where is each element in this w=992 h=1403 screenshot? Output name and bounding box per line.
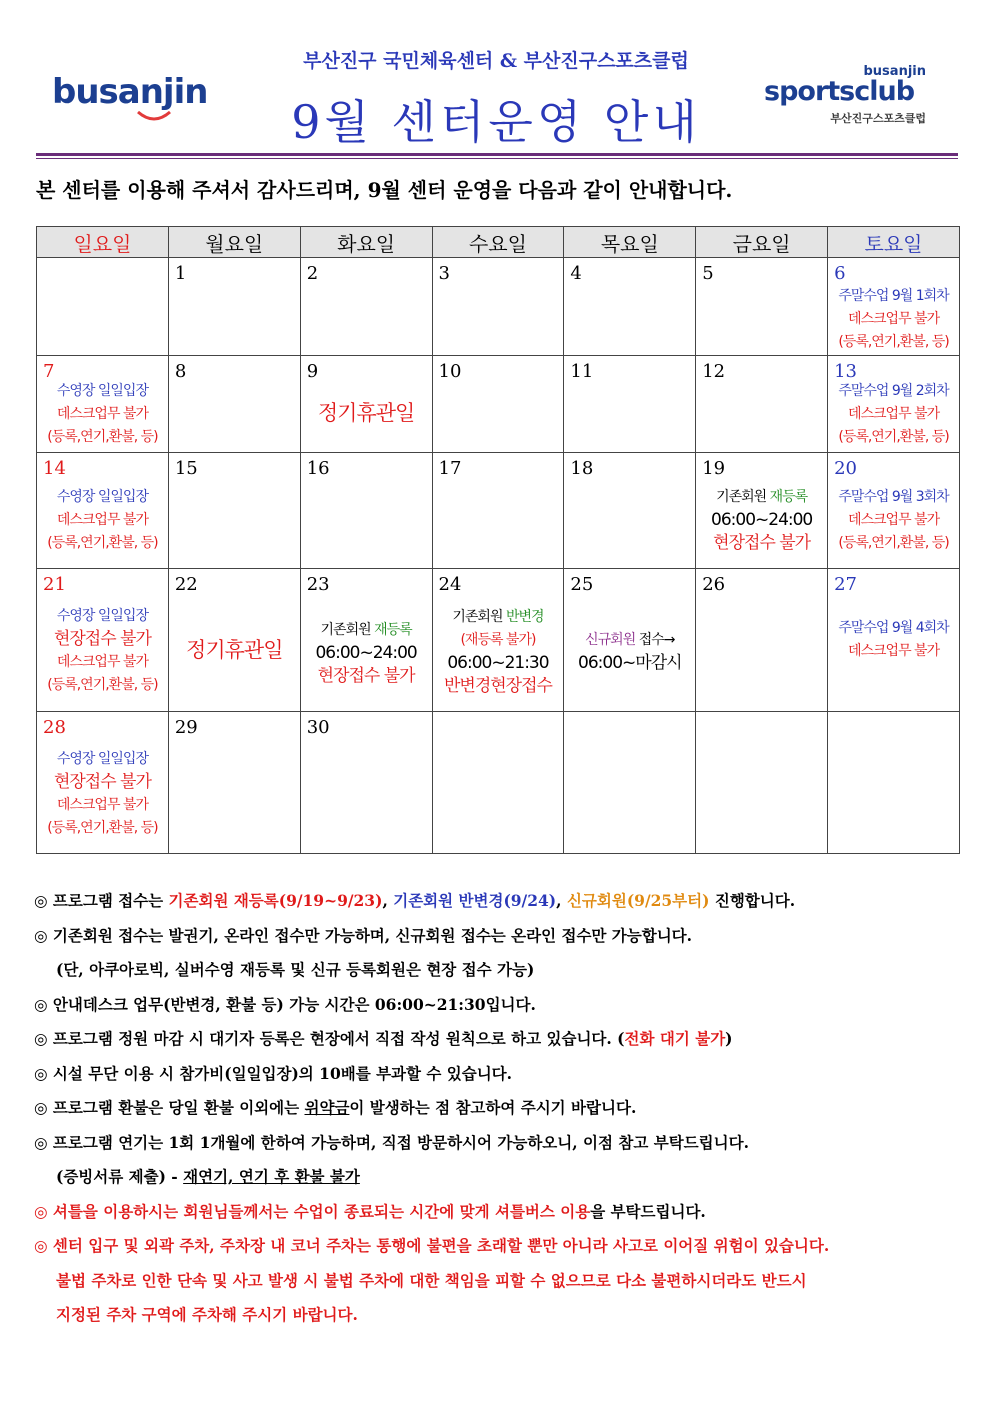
notice-item: ◎ 프로그램 연기는 1회 1개월에 한하여 가능하며, 직접 방문하시어 가능하오니, 이점 참고 부탁드립니다. (34, 1132, 749, 1152)
day-events (828, 617, 959, 663)
day-number: 24 (438, 574, 462, 595)
class-change-onsite-label: 반변경현장접수 (443, 676, 552, 696)
desk-detail-label: (등록,연기,환불, 등) (47, 535, 158, 551)
day-cell (37, 569, 169, 712)
day-cell (564, 356, 696, 453)
day-number: 22 (174, 574, 198, 595)
day-cell (300, 712, 432, 854)
day-cell (432, 453, 564, 569)
notice-item (34, 1093, 974, 1128)
notice-item-parking: ◎ 센터 입구 및 외곽 주차, 주차장 내 코너 주차는 통행에 불편을 초래할 뿐만 아니라 사고로 이어질 위험이 있습니다. (34, 1236, 830, 1255)
day-cell (696, 258, 828, 356)
day-number: 6 (834, 263, 846, 284)
day-number: 27 (834, 574, 857, 595)
day-number: 5 (702, 263, 714, 284)
day-number: 29 (174, 717, 198, 738)
day-number: 11 (570, 361, 594, 382)
desk-unavailable-label: 데스크업무 불가 (847, 643, 940, 659)
notice-item-parking-cont: 지정된 주차 구역에 주차해 주시기 바랍니다. (56, 1305, 358, 1324)
day-number: 21 (43, 574, 66, 595)
desk-unavailable-label: 데스크업무 불가 (56, 512, 148, 528)
day-cell (37, 356, 169, 453)
day-cell-empty (696, 712, 828, 854)
notice-highlight-no-refund: 재연기, 연기 후 환불 불가 (183, 1167, 360, 1186)
day-events (564, 629, 695, 675)
reregister-text: 재등록 (374, 622, 412, 638)
notice-highlight-shuttle: ◎ 셔틀을 이용하시는 회원님들께서는 수업이 종료되는 시간에 맞게 셔틀버스 이용 (34, 1201, 591, 1221)
notice-item (34, 1024, 974, 1059)
page-title: 9월 센터운영 안내 (291, 95, 701, 149)
day-cell (168, 569, 300, 712)
day-number: 26 (702, 574, 726, 595)
notice-item (34, 886, 974, 921)
day-events (37, 486, 168, 555)
day-cell (828, 356, 960, 453)
day-events (301, 619, 432, 688)
notice-item: ◎ 시설 무단 이용 시 참가비(일일입장)의 10배를 부과할 수 있습니다. (34, 1063, 513, 1083)
weekday-sat: 토요일 (828, 227, 960, 258)
day-cell (828, 258, 960, 356)
day-number: 25 (570, 574, 594, 595)
notice-item: ◎ 기존회원 접수는 발권기, 온라인 접수만 가능하며, 신규회원 접수는 온라인 접수만 가능합니다. (34, 925, 693, 945)
day-cell-empty (432, 712, 564, 854)
notice-item: ◎ 안내데스크 업무(반변경, 환불 등) 가능 시간은 06:00~21:30입니다. (34, 994, 536, 1014)
day-cell (300, 356, 432, 453)
regular-closure-label: 정기휴관일 (186, 638, 283, 662)
day-events (37, 605, 168, 697)
busanjin-logo-text: busanjin (52, 72, 208, 112)
weekday-sun: 일요일 (37, 227, 169, 258)
weekend-class-label: 주말수업 9월 3회차 (838, 489, 949, 505)
day-number: 17 (438, 458, 462, 479)
day-cell (696, 569, 828, 712)
weekday-wed: 수요일 (432, 227, 564, 258)
day-number: 30 (306, 717, 330, 738)
day-number: 2 (306, 263, 319, 284)
day-cell (168, 356, 300, 453)
day-events (828, 285, 959, 354)
desk-unavailable-label: 데스크업무 불가 (847, 512, 940, 528)
day-cell (37, 712, 169, 854)
pool-daily-label: 수영장 일일입장 (56, 489, 148, 505)
weekend-class-label: 주말수업 9월 2회차 (838, 383, 949, 399)
existing-class-change-label (433, 606, 564, 629)
hours-label: 06:00~마감시 (578, 653, 682, 673)
day-number: 19 (702, 458, 726, 479)
notice-text: 이 발생하는 점 참고하여 주시기 바랍니다. (349, 1098, 637, 1117)
day-events (828, 486, 959, 555)
day-number: 12 (702, 361, 726, 382)
day-cell (432, 569, 564, 712)
existing-member-text: 기존회원 (320, 622, 371, 638)
hours-label: 06:00~24:00 (711, 510, 813, 530)
day-number: 13 (834, 361, 857, 382)
day-cell (564, 258, 696, 356)
desk-unavailable-label: 데스크업무 불가 (56, 797, 148, 813)
notice-text: 진행합니다. (709, 891, 796, 910)
day-number: 18 (570, 458, 594, 479)
notice-text: ◎ 프로그램 환불은 당일 환불 이외에는 (34, 1098, 305, 1117)
notice-item (34, 1197, 974, 1232)
day-cell (37, 453, 169, 569)
notice-text: (증빙서류 제출) - (56, 1167, 184, 1186)
sportsclub-logo (760, 64, 940, 126)
reregister-unavailable-label: (재등록 불가) (460, 632, 536, 648)
desk-detail-label: (등록,연기,환불, 등) (47, 429, 158, 445)
class-change-text: 반변경 (505, 609, 544, 625)
day-number: 23 (306, 574, 330, 595)
desk-detail-label: (등록,연기,환불, 등) (838, 535, 949, 551)
day-number: 1 (174, 263, 187, 284)
sportsclub-logo-kor: 부산진구스포츠클럽 (830, 112, 926, 125)
notice-subitem: (단, 아쿠아로빅, 실버수영 재등록 및 신규 등록회원은 현장 접수 가능) (56, 960, 535, 979)
day-number: 4 (570, 263, 582, 284)
new-member-text: 신규회원 (585, 632, 636, 648)
existing-member-text: 기존회원 (452, 609, 503, 625)
day-number: 15 (174, 458, 198, 479)
notice-text: ◎ 프로그램 접수는 (34, 891, 169, 910)
weekday-thu: 목요일 (564, 227, 696, 258)
day-cell (168, 258, 300, 356)
reregister-text: 재등록 (769, 489, 808, 505)
notice-text: 을 부탁드립니다. (590, 1201, 706, 1221)
notice-text: , (556, 891, 567, 910)
onsite-unavailable-label: 현장접수 불가 (53, 772, 151, 792)
notice-highlight-phone: 전화 대기 불가 (624, 1029, 726, 1048)
intro-text: 본 센터를 이용해 주셔서 감사드리며, 9월 센터 운영을 다음과 같이 안내합니다. (36, 178, 733, 202)
day-cell-empty (37, 258, 169, 356)
day-number: 10 (438, 361, 462, 382)
day-events (37, 748, 168, 840)
day-number: 9 (306, 361, 319, 382)
notice-subitem (34, 1162, 974, 1197)
week-row-1 (37, 258, 960, 356)
day-cell (564, 569, 696, 712)
day-cell (432, 356, 564, 453)
day-number: 3 (438, 263, 450, 284)
sportsclub-logo-text: sportsclub (764, 76, 915, 107)
day-cell-empty (828, 712, 960, 854)
notice-highlight-reregister: 기존회원 재등록(9/19~9/23) (168, 891, 383, 910)
day-events (828, 380, 959, 449)
desk-detail-label: (등록,연기,환불, 등) (838, 429, 949, 445)
regular-closure-label: 정기휴관일 (317, 401, 415, 425)
day-cell (432, 258, 564, 356)
day-cell (168, 453, 300, 569)
day-number: 28 (43, 717, 66, 738)
week-row-3 (37, 453, 960, 569)
desk-detail-label: (등록,연기,환불, 등) (838, 334, 949, 350)
day-cell (564, 453, 696, 569)
new-member-apply-label (564, 629, 695, 652)
onsite-unavailable-label: 현장접수 불가 (713, 533, 811, 553)
day-cell (168, 712, 300, 854)
desk-unavailable-label: 데스크업무 불가 (847, 311, 940, 327)
notice-text: ) (725, 1029, 733, 1048)
pool-daily-label: 수영장 일일입장 (56, 383, 148, 399)
weekday-fri: 금요일 (696, 227, 828, 258)
header-divider-thin (36, 158, 958, 159)
hours-label: 06:00~24:00 (315, 643, 417, 663)
pool-daily-label: 수영장 일일입장 (56, 751, 148, 767)
day-cell (696, 356, 828, 453)
onsite-unavailable-label: 현장접수 불가 (317, 666, 415, 686)
desk-unavailable-label: 데스크업무 불가 (847, 406, 940, 422)
day-cell (300, 453, 432, 569)
apply-arrow-text: 접수→ (638, 632, 675, 648)
existing-reregister-label (301, 619, 432, 642)
day-cell (300, 258, 432, 356)
desk-detail-label: (등록,연기,환불, 등) (47, 677, 158, 693)
day-events (169, 639, 300, 662)
desk-detail-label: (등록,연기,환불, 등) (47, 820, 158, 836)
notice-list (34, 886, 974, 1335)
day-cell (696, 453, 828, 569)
weekend-class-label: 주말수업 9월 1회차 (838, 288, 949, 304)
weekday-header-row (37, 227, 960, 258)
day-cell (828, 569, 960, 712)
day-number: 16 (306, 458, 330, 479)
week-row-4 (37, 569, 960, 712)
existing-reregister-label (696, 486, 827, 509)
desk-unavailable-label: 데스크업무 불가 (56, 654, 148, 670)
notice-highlight-class-change: 기존회원 반변경(9/24) (393, 891, 557, 910)
notice-text: , (382, 891, 394, 910)
calendar (36, 226, 960, 854)
weekend-class-label: 주말수업 9월 4회차 (838, 620, 949, 636)
existing-member-text: 기존회원 (716, 489, 767, 505)
sportsclub-logo-small: busanjin (863, 64, 926, 79)
day-cell (300, 569, 432, 712)
day-events (433, 606, 564, 698)
notice-text: ◎ 프로그램 정원 마감 시 대기자 등록은 현장에서 직접 작성 원칙으로 하고 있습니다. ( (34, 1029, 625, 1048)
day-events (301, 402, 432, 425)
day-events (696, 486, 827, 555)
day-number: 14 (43, 458, 66, 479)
page-subtitle: 부산진구 국민체육센터 & 부산진구스포츠클럽 (303, 50, 689, 72)
notice-highlight-penalty: 위약금 (304, 1098, 350, 1117)
pool-daily-label: 수영장 일일입장 (56, 608, 148, 624)
weekday-tue: 화요일 (300, 227, 432, 258)
week-row-2 (37, 356, 960, 453)
week-row-5 (37, 712, 960, 854)
header-divider (36, 153, 958, 156)
weekday-mon: 월요일 (168, 227, 300, 258)
day-number: 8 (174, 361, 187, 382)
day-cell (828, 453, 960, 569)
day-events (37, 380, 168, 449)
day-number: 20 (834, 458, 857, 479)
day-cell-empty (564, 712, 696, 854)
desk-unavailable-label: 데스크업무 불가 (56, 406, 148, 422)
day-number: 7 (43, 361, 55, 382)
notice-highlight-new-member: 신규회원(9/25부터) (566, 891, 710, 910)
hours-label: 06:00~21:30 (447, 653, 549, 673)
notice-item-parking-cont: 불법 주차로 인한 단속 및 사고 발생 시 불법 주차에 대한 책임을 피할 수 없으므로 다소 불편하시더라도 반드시 (56, 1270, 807, 1290)
onsite-unavailable-label: 현장접수 불가 (53, 629, 151, 649)
